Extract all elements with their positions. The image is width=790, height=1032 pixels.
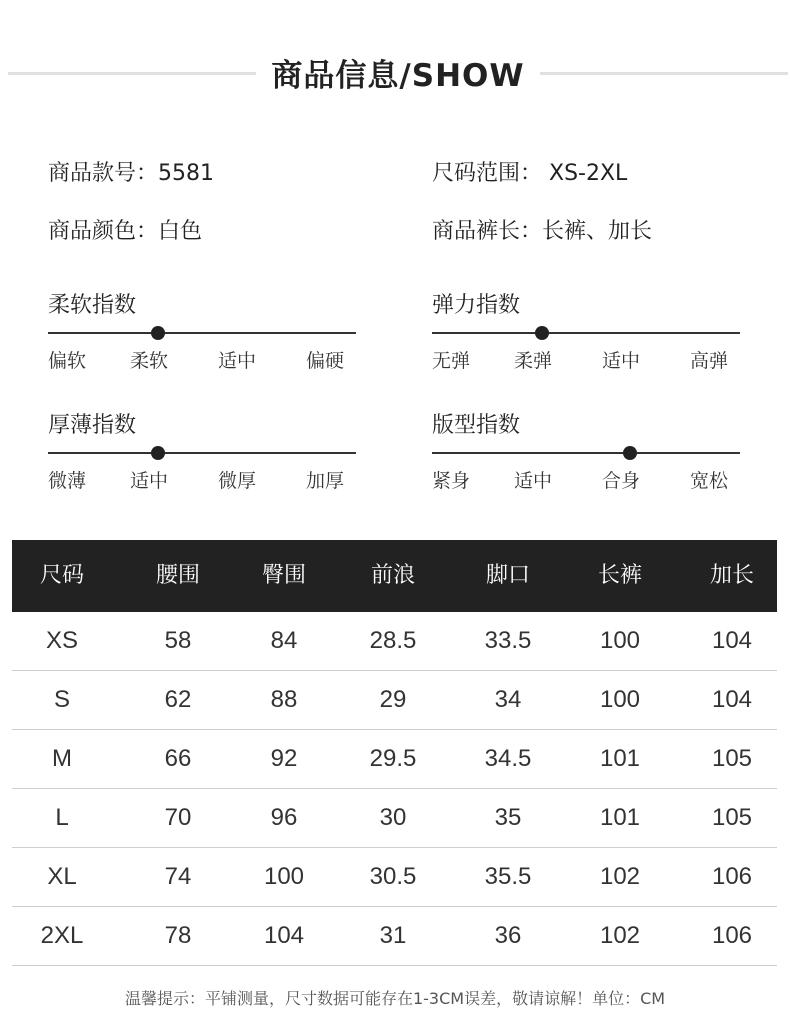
- pants-length: 商品裤长：长裤、加长: [432, 219, 653, 244]
- table-cell: 28.5: [369, 627, 417, 654]
- table-cell: 34.5: [484, 745, 532, 772]
- softness-index: [48, 288, 356, 398]
- table-cell: 101: [599, 804, 641, 831]
- thickness-index: [48, 408, 356, 518]
- index-scale-line: [48, 332, 356, 334]
- table-cell: 35: [494, 804, 522, 831]
- table-cell: 66: [164, 745, 192, 772]
- table-cell: 92: [270, 745, 298, 772]
- table-cell: L: [55, 804, 69, 831]
- table-header-cell: 长裤: [597, 563, 642, 588]
- table-header-cell: 加长: [709, 563, 754, 588]
- table-cell: 70: [164, 804, 192, 831]
- table-cell: 106: [711, 922, 753, 949]
- table-header-row: [12, 540, 777, 612]
- index-option: 宽松: [690, 470, 729, 492]
- table-cell: 2XL: [40, 922, 84, 949]
- table-row: [12, 789, 777, 848]
- table-cell: 78: [164, 922, 192, 949]
- index-option: 高弹: [690, 350, 729, 372]
- header-divider-left: [8, 72, 256, 75]
- table-cell: 100: [599, 686, 641, 713]
- table-row: [12, 671, 777, 730]
- size-range: 尺码范围： XS-2XL: [432, 161, 628, 186]
- table-cell: 102: [599, 922, 641, 949]
- table-cell: 31: [379, 922, 407, 949]
- table-cell: 102: [599, 863, 641, 890]
- table-cell: 30.5: [369, 863, 417, 890]
- index-marker: [623, 446, 637, 460]
- index-option: 合身: [602, 470, 641, 492]
- index-scale-line: [48, 452, 356, 454]
- index-option: 柔弹: [514, 350, 553, 372]
- index-title: 版型指数: [432, 413, 521, 438]
- table-cell: 106: [711, 863, 753, 890]
- index-option: 偏软: [48, 350, 87, 372]
- table-row: [12, 612, 777, 671]
- table-cell: 105: [711, 745, 753, 772]
- table-cell: 104: [711, 686, 753, 713]
- index-option: 微薄: [48, 470, 87, 492]
- header-divider-right: [540, 72, 788, 75]
- table-cell: 30: [379, 804, 407, 831]
- table-cell: 96: [270, 804, 298, 831]
- index-title: 弹力指数: [432, 293, 521, 318]
- index-option: 无弹: [432, 350, 471, 372]
- page-title: 商品信息/SHOW: [271, 58, 525, 94]
- table-header-cell: 前浪: [370, 563, 415, 588]
- fit-index: [432, 408, 740, 518]
- index-option: 微厚: [218, 470, 257, 492]
- index-marker: [151, 446, 165, 460]
- index-option: 紧身: [432, 470, 471, 492]
- index-title: 厚薄指数: [48, 413, 137, 438]
- table-cell: M: [52, 745, 72, 772]
- table-header-cell: 尺码: [39, 563, 84, 588]
- table-cell: 58: [164, 627, 192, 654]
- table-cell: 29.5: [369, 745, 417, 772]
- table-cell: 104: [263, 922, 305, 949]
- size-table: [12, 540, 777, 966]
- table-cell: 100: [599, 627, 641, 654]
- index-option: 适中: [602, 350, 641, 372]
- table-cell: 101: [599, 745, 641, 772]
- table-cell: 105: [711, 804, 753, 831]
- table-row: [12, 848, 777, 907]
- table-cell: 33.5: [484, 627, 532, 654]
- index-title: 柔软指数: [48, 293, 137, 318]
- index-scale-line: [432, 332, 740, 334]
- measurement-note: 温馨提示：平铺测量，尺寸数据可能存在1-3CM误差，敬请谅解！单位：CM: [124, 989, 666, 1008]
- index-option: 适中: [218, 350, 257, 372]
- table-cell: XS: [45, 627, 78, 654]
- table-cell: 100: [263, 863, 305, 890]
- index-option: 适中: [514, 470, 553, 492]
- index-option: 柔软: [130, 350, 169, 372]
- table-cell: 74: [164, 863, 192, 890]
- table-row: [12, 730, 777, 789]
- table-cell: 35.5: [484, 863, 532, 890]
- elasticity-index: [432, 288, 740, 398]
- table-cell: 104: [711, 627, 753, 654]
- table-header-cell: 臀围: [261, 563, 306, 588]
- table-header-cell: 腰围: [155, 563, 200, 588]
- table-cell: 34: [494, 686, 522, 713]
- table-header-cell: 脚口: [485, 563, 530, 588]
- table-cell: 29: [379, 686, 407, 713]
- index-marker: [535, 326, 549, 340]
- section-header: [0, 46, 790, 96]
- table-cell: 88: [270, 686, 298, 713]
- table-row: [12, 907, 777, 966]
- product-color: 商品颜色：白色: [48, 219, 203, 244]
- style-number: 商品款号：5581: [48, 161, 214, 186]
- index-option: 偏硬: [306, 350, 345, 372]
- index-option: 适中: [130, 470, 169, 492]
- table-cell: 84: [270, 627, 298, 654]
- table-cell: 36: [494, 922, 522, 949]
- table-cell: XL: [47, 863, 77, 890]
- index-option: 加厚: [306, 470, 345, 492]
- table-cell: 62: [164, 686, 192, 713]
- index-scale-line: [432, 452, 740, 454]
- table-cell: S: [53, 686, 70, 713]
- index-marker: [151, 326, 165, 340]
